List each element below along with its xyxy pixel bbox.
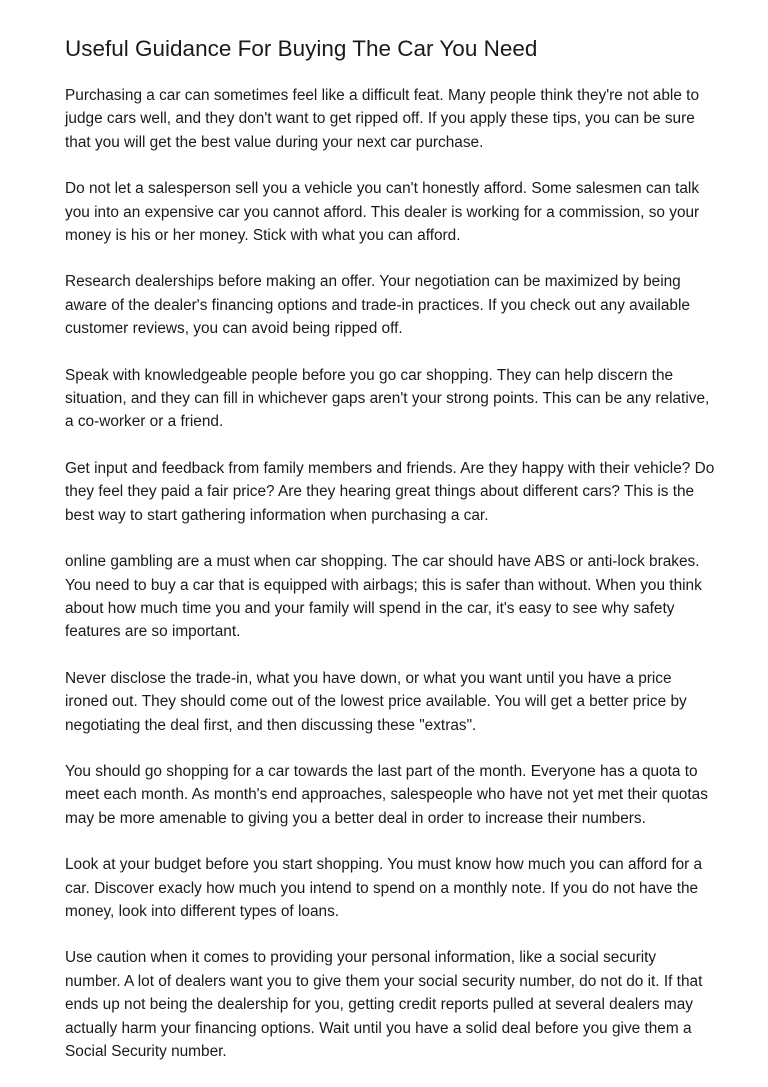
paragraph-1: Purchasing a car can sometimes feel like a difficult feat. Many people think they're not able to judge cars well, and they don't want to get ripped off. If you apply these tips, you can be sure that you will get the best value during your next car purchase. — [65, 87, 700, 151]
document-page — [65, 34, 715, 1086]
paragraph-8: You should go shopping for a car towards the last part of the month. Everyone has a quota to meet each month. As month's end approaches, salespeople who have not yet met their quotas may be more amenable to giving you a better deal in order to increase their numbers. — [65, 762, 708, 827]
paragraph-10: Use caution when it comes to providing your personal information, like a social security number. A lot of dealers want you to give them your social security number, do not do it. If that ends up not being the dealership for you, getting credit reports pulled at several dealers may actually harm your financing options. Wait until you have a solid deal before you give them a Social Security number. — [65, 949, 703, 1060]
paragraph-4: Speak with knowledgeable people before you go car shopping. They can help discern the situation, and they can fill in whichever gaps aren't your strong points. This can be any relative, a co-worker or a friend. — [65, 366, 710, 431]
paragraph-5: Get input and feedback from family members and friends. Are they happy with their vehicle? Do they feel they paid a fair price? Are they hearing great things about different cars? This is the best way to start gathering information when purchasing a car. — [65, 459, 715, 524]
document-title: Useful Guidance For Buying The Car You Need — [65, 36, 538, 61]
paragraph-7: Never disclose the trade-in, what you have down, or what you want until you have a price ironed out. They should come out of the lowest price available. You will get a better price by negotiating the deal first, and then discussing these "extras". — [65, 669, 687, 734]
paragraph-6: online gambling are a must when car shopping. The car should have ABS or anti-lock brakes. You need to buy a car that is equipped with airbags; this is safer than without. When you think about how much time you and your family will spend in the car, it's easy to see why safety features are so important. — [65, 553, 702, 641]
paragraph-2: Do not let a salesperson sell you a vehicle you can't honestly afford. Some salesmen can talk you into an expensive car you cannot afford. This dealer is working for a commission, so your money is his or her money. Stick with what you can afford. — [65, 180, 700, 245]
paragraph-9: Look at your budget before you start shopping. You must know how much you can afford for a car. Discover exacly how much you intend to spend on a monthly note. If you do not have the money, look into different types of loans. — [65, 856, 703, 920]
paragraph-3: Research dealerships before making an offer. Your negotiation can be maximized by being aware of the dealer's financing options and trade-in practices. If you check out any available customer reviews, you can avoid being ripped off. — [65, 273, 690, 338]
